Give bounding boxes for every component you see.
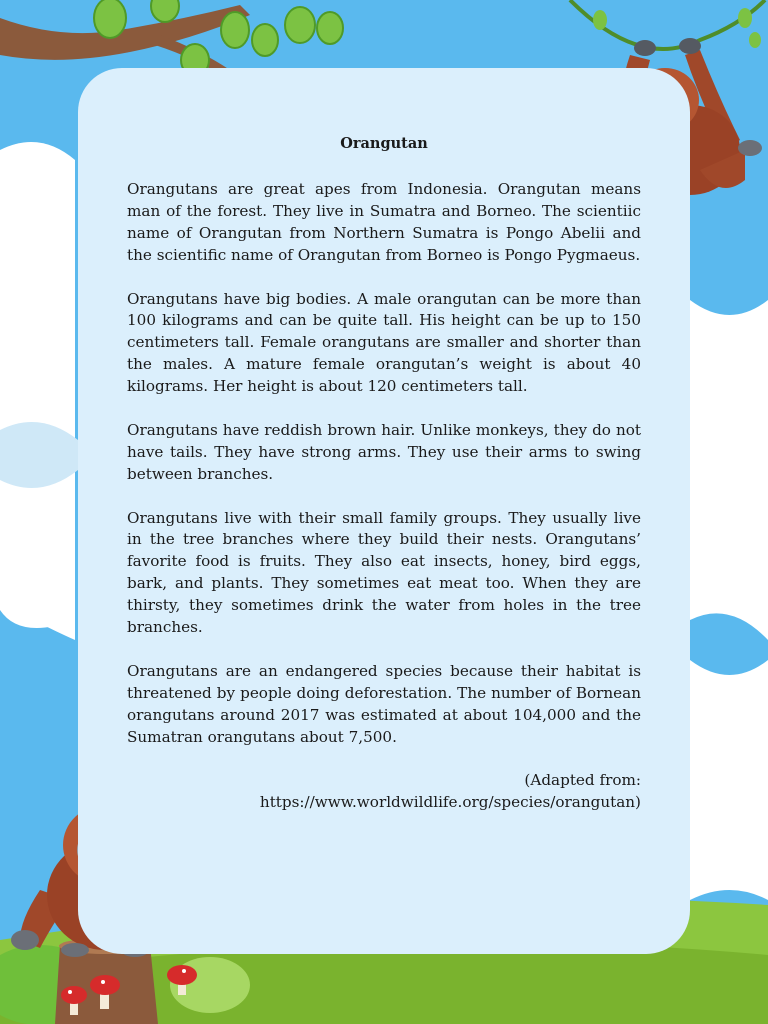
source-url: https://www.worldwildlife.org/species/orangutan) bbox=[259, 793, 641, 812]
paragraph-endangered: Orangutans are an endangered species because their habitat is threatened by people doing deforestation. The number of Bornean orangutans around 2017 was estimated at about 104,000 and the Sumatran orangutans about 7,500. bbox=[127, 661, 641, 746]
cloud-right bbox=[690, 300, 768, 640]
paragraph-size: Orangutans have big bodies. A male orangutan can be more than 100 kilograms and can be quite tall. His height can be up to 150 centimeters tall. Female orangutans are smaller and shorter than the males. A mature female orangutan’s weight is about 40 kilograms. Her height is about 120 centimeters tall. bbox=[127, 289, 641, 396]
source-label: (Adapted from: bbox=[524, 771, 641, 790]
paragraph-intro: Orangutans are great apes from Indonesia. Orangutan means man of the forest. They live in Sumatra and Borneo. The scientiic name of Orangutan from Northern Sumatra is Pongo Abelii and the scientific name of Orangutan from Borneo is Pongo Pygmaeus. bbox=[127, 180, 641, 264]
source-citation bbox=[127, 770, 641, 814]
page-title: Orangutan bbox=[340, 135, 428, 152]
paragraph-appearance: Orangutans have reddish brown hair. Unlike monkeys, they do not have tails. They have strong arms. They use their arms to swing between branches. bbox=[127, 420, 641, 483]
article bbox=[127, 132, 641, 814]
paragraph-habitat: Orangutans live with their small family groups. They usually live in the tree branches where they build their nests. Orangutans’ favorite food is fruits. They also eat insects, honey, bird eggs, bark, and plants. They sometimes eat meat too. When they are thirsty, they sometimes drink the water from holes in the tree branches. bbox=[127, 508, 641, 637]
